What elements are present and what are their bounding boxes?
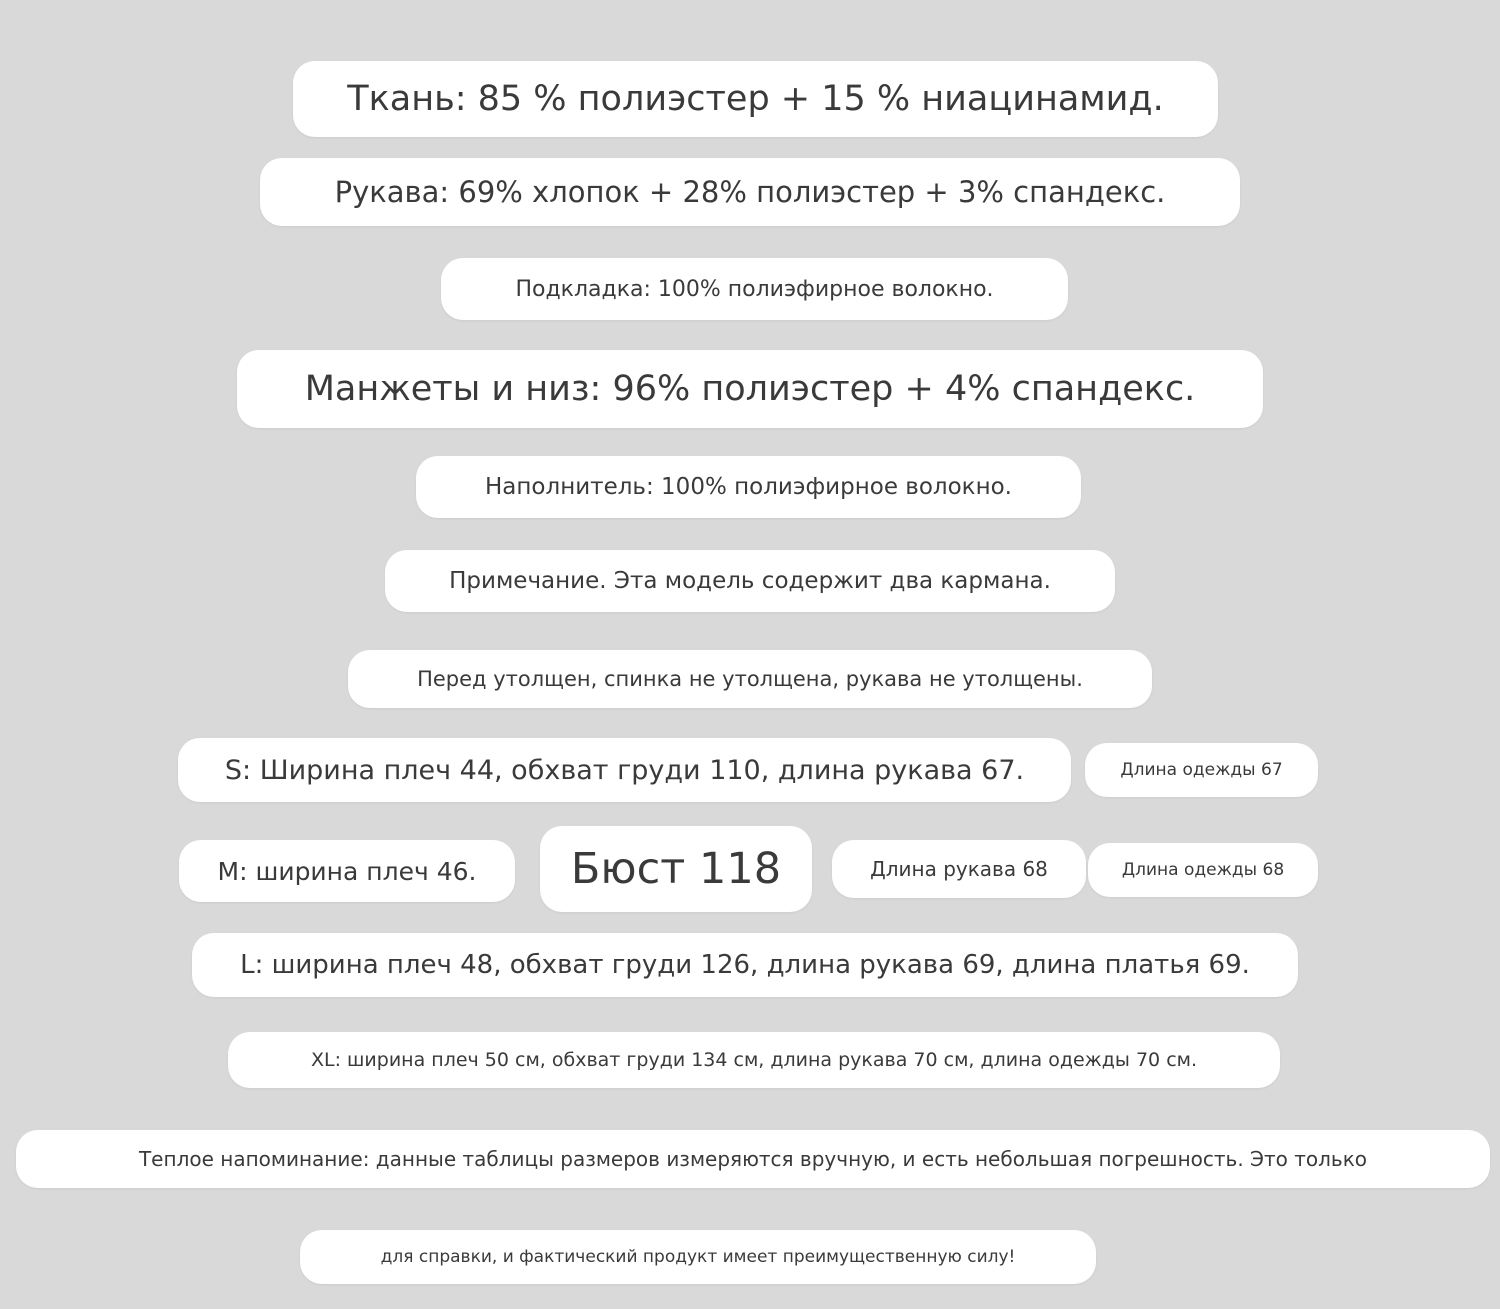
filling-composition: Наполнитель: 100% полиэфирное волокно.	[416, 456, 1081, 518]
reminder-line-1: Теплое напоминание: данные таблицы размеров измеряются вручную, и есть небольшая погрешность. Это только	[16, 1130, 1490, 1188]
size-l-measurements: L: ширина плеч 48, обхват груди 126, длина рукава 69, длина платья 69.	[192, 933, 1298, 997]
thickness-note: Перед утолщен, спинка не утолщена, рукава не утолщены.	[348, 650, 1152, 708]
size-m-bust: Бюст 118	[540, 826, 812, 912]
size-m-shoulder: M: ширина плеч 46.	[179, 840, 515, 902]
reminder-line-2: для справки, и фактический продукт имеет преимущественную силу!	[300, 1230, 1096, 1284]
size-m-sleeve-length: Длина рукава 68	[832, 840, 1086, 898]
fabric-composition: Ткань: 85 % полиэстер + 15 % ниацинамид.	[293, 61, 1218, 137]
size-xl-measurements: XL: ширина плеч 50 см, обхват груди 134 см, длина рукава 70 см, длина одежды 70 см.	[228, 1032, 1280, 1088]
sleeves-composition: Рукава: 69% хлопок + 28% полиэстер + 3% спандекс.	[260, 158, 1240, 226]
size-m-garment-length: Длина одежды 68	[1088, 843, 1318, 897]
pockets-note: Примечание. Эта модель содержит два кармана.	[385, 550, 1115, 612]
size-s-garment-length: Длина одежды 67	[1085, 743, 1318, 797]
lining-composition: Подкладка: 100% полиэфирное волокно.	[441, 258, 1068, 320]
cuffs-hem-composition: Манжеты и низ: 96% полиэстер + 4% спандекс.	[237, 350, 1263, 428]
size-s-measurements: S: Ширина плеч 44, обхват груди 110, длина рукава 67.	[178, 738, 1071, 802]
